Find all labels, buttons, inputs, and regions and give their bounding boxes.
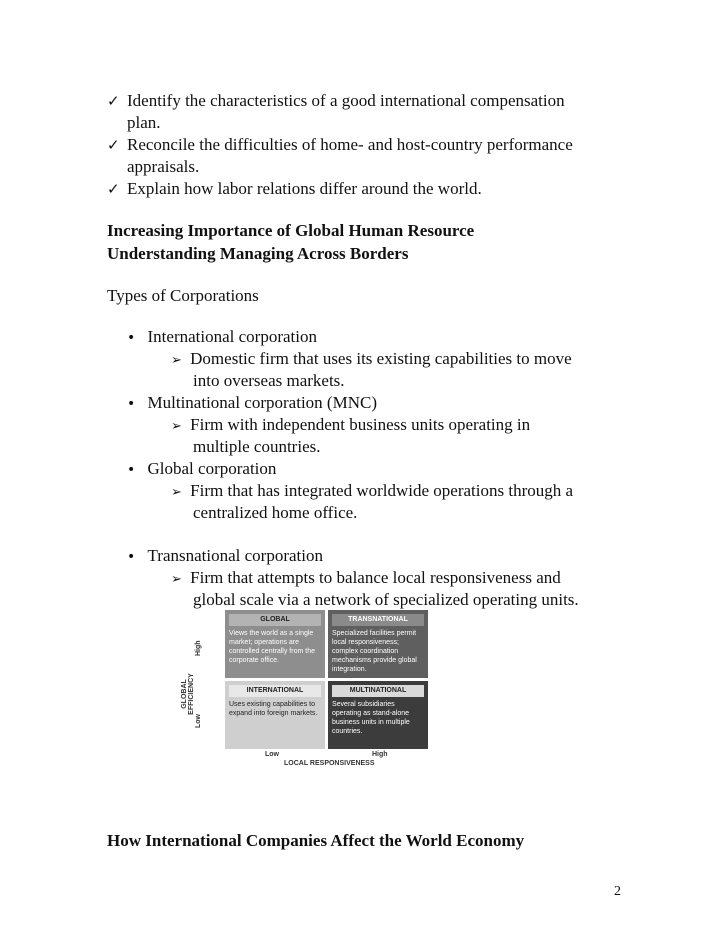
bullet-icon: •: [127, 462, 136, 478]
corporation-item: • Global corporation: [127, 459, 277, 478]
quadrant-global: [225, 610, 325, 678]
arrow-bullet-icon: ➢: [171, 572, 182, 587]
section-heading-line2: Understanding Managing Across Borders: [107, 244, 409, 263]
bullet-icon: •: [127, 549, 136, 565]
objective-item: ✓ Reconcile the difficulties of home- and host-country performance: [107, 135, 573, 154]
x-axis-title: LOCAL RESPONSIVENESS: [284, 760, 375, 767]
bullet-icon: •: [127, 330, 136, 346]
x-axis-low-label: Low: [265, 751, 279, 758]
objective-continuation: appraisals.: [127, 157, 200, 176]
page-number: 2: [614, 884, 621, 899]
corporation-desc-continuation: into overseas markets.: [193, 371, 345, 390]
bottom-heading: How International Companies Affect the World Economy: [107, 831, 525, 850]
objective-continuation: plan.: [127, 113, 161, 132]
types-title: Types of Corporations: [107, 286, 259, 305]
quadrant-transnational-title: TRANSNATIONAL: [332, 614, 424, 626]
corporation-matrix-figure: [181, 608, 435, 770]
quadrant-international: [225, 681, 325, 749]
arrow-bullet-icon: ➢: [171, 353, 182, 368]
objective-item: ✓ Explain how labor relations differ around the world.: [107, 179, 482, 198]
corporation-item: • Transnational corporation: [127, 546, 323, 565]
corporation-desc: ➢ Firm that attempts to balance local responsiveness and: [171, 568, 561, 587]
bullet-icon: •: [127, 396, 136, 412]
corporation-item: • International corporation: [127, 327, 317, 346]
corporation-desc: ➢ Domestic firm that uses its existing capabilities to move: [171, 349, 572, 368]
quadrant-multinational-title: MULTINATIONAL: [332, 685, 424, 697]
quadrant-international-text: Uses existing capabilities to expand into foreign markets.: [229, 701, 318, 717]
quadrant-multinational: [328, 681, 428, 749]
arrow-bullet-icon: ➢: [171, 419, 182, 434]
corporation-desc: ➢ Firm that has integrated worldwide operations through a: [171, 481, 574, 500]
y-axis-high-label: High: [195, 640, 202, 656]
corporation-item: • Multinational corporation (MNC): [127, 393, 377, 412]
y-axis-title: GLOBAL EFFICIENCY: [181, 673, 195, 715]
corporation-desc-continuation: global scale via a network of specialized operating units.: [193, 590, 579, 609]
section-heading-line1: Increasing Importance of Global Human Resource: [107, 221, 475, 240]
quadrant-global-text: Views the world as a single market; operations are controlled centrally from the corporate office.: [229, 630, 315, 664]
quadrant-transnational: [328, 610, 428, 678]
check-icon: ✓: [107, 136, 120, 154]
quadrant-international-title: INTERNATIONAL: [229, 685, 321, 697]
check-icon: ✓: [107, 180, 120, 198]
corporation-desc-continuation: centralized home office.: [193, 503, 358, 522]
quadrant-transnational-text: Specialized facilities permit local responsiveness; complex coordination mechanisms provide global integration.: [332, 630, 417, 673]
arrow-bullet-icon: ➢: [171, 485, 182, 500]
y-axis-low-label: Low: [195, 714, 202, 728]
quadrant-global-title: GLOBAL: [229, 614, 321, 626]
check-icon: ✓: [107, 92, 120, 110]
corporation-desc-continuation: multiple countries.: [193, 437, 321, 456]
objective-item: ✓ Identify the characteristics of a good international compensation: [107, 91, 565, 110]
quadrant-multinational-text: Several subsidiaries operating as stand-alone business units in multiple countries.: [332, 701, 410, 735]
corporation-desc: ➢ Firm with independent business units operating in: [171, 415, 531, 434]
x-axis-high-label: High: [372, 751, 388, 758]
